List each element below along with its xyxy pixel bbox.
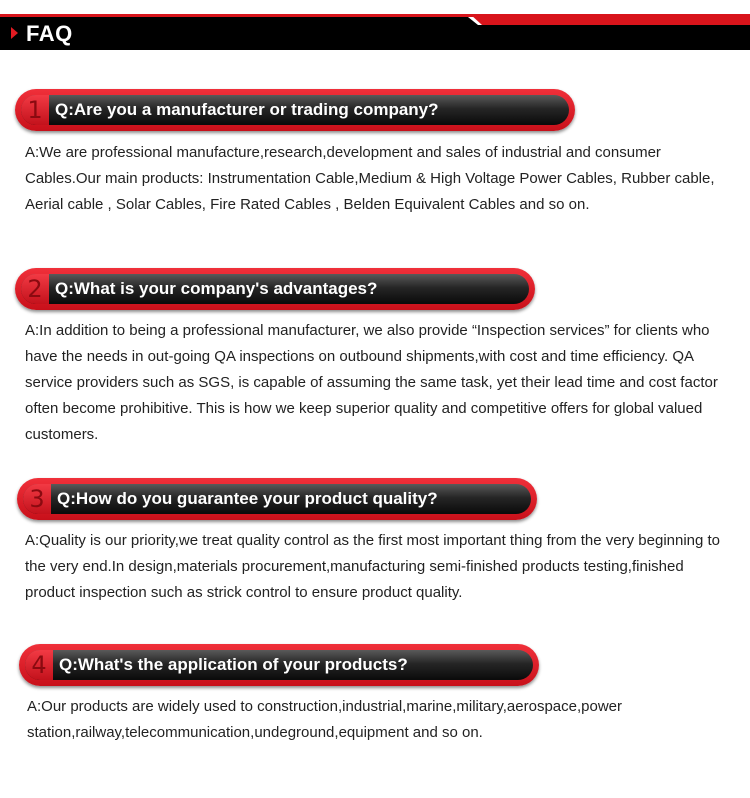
question-text: Q:What is your company's advantages? [55, 279, 378, 298]
faq-answer-1: A:We are professional manufacture,research,development and sales of industrial and consumer Cables.Our main products: Instrumentation Cable,Medium & High Voltage Power Cables, Rubber cable, Aerial cable , Solar Cables, Fire Rated Cables , Belden Equivalent Cables and so on. [25, 144, 715, 213]
header-red-tab [470, 14, 750, 25]
faq-answer-3: A:Quality is our priority,we treat quality control as the first most important thing from the very beginning to the very end.In design,materials procurement,manufacturing semi-finished products testing,finished product inspection such as strick control to ensure product quality. [25, 532, 721, 601]
faq-question-1 [15, 89, 575, 131]
question-text: Q:What's the application of your products? [59, 655, 408, 674]
faq-header [0, 0, 750, 50]
page-title: FAQ [26, 21, 73, 46]
faq-question-2 [15, 268, 535, 310]
question-number: 1 [27, 96, 43, 124]
faq-answer-4: A:Our products are widely used to construction,industrial,marine,military,aerospace,power station,railway,telecommunication,undeground,equipment and so on. [27, 698, 622, 741]
question-text: Q:Are you a manufacturer or trading company? [55, 100, 439, 119]
faq-question-4 [19, 644, 539, 686]
triangle-right-icon [11, 27, 18, 39]
faq-answer-2: A:In addition to being a professional manufacturer, we also provide “Inspection services” for clients who have the needs in out-going QA inspections on outbound shipments,with cost and time efficiency. QA service providers such as SGS, is capable of assuming the same task, yet their lead time and cost factor often become prohibitive. This is how we keep superior quality and competitive offers for global valued customers. [25, 322, 718, 443]
faq-question-3 [17, 478, 537, 520]
question-number: 3 [29, 485, 45, 513]
question-text: Q:How do you guarantee your product quality? [57, 489, 438, 508]
question-number: 4 [31, 651, 47, 679]
question-number: 2 [27, 275, 43, 303]
